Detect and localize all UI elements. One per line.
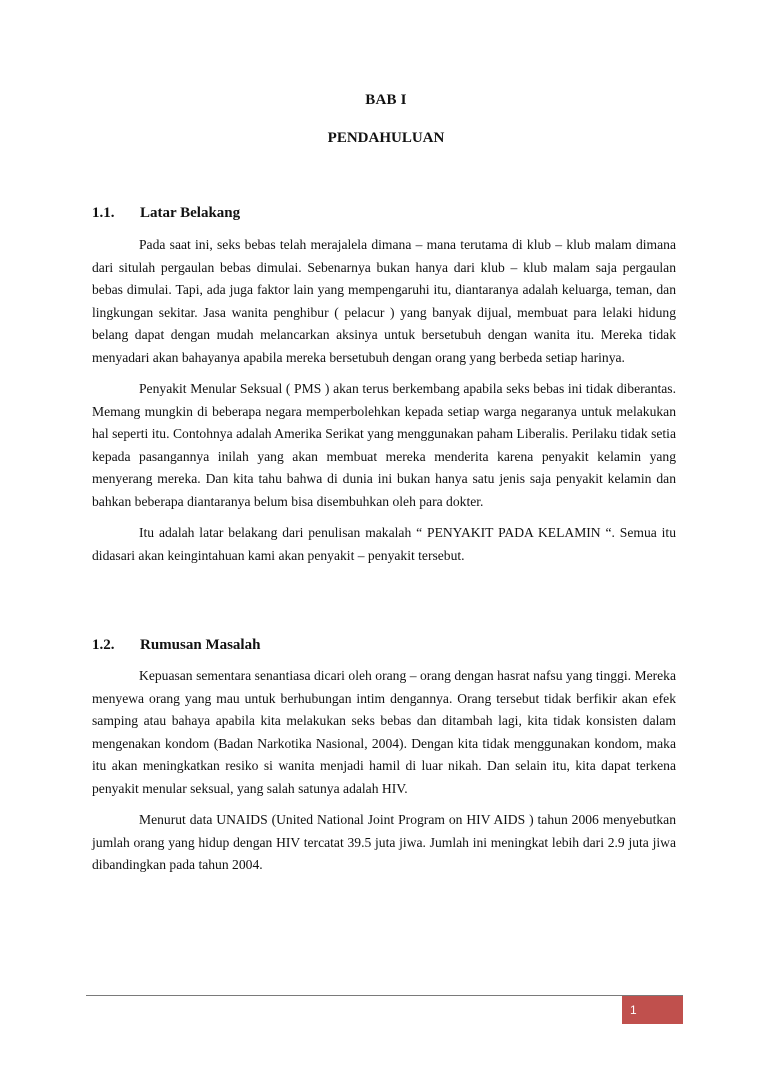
section-title: Rumusan Masalah (140, 637, 261, 653)
paragraph: Kepuasan sementara senantiasa dicari oleh orang – orang dengan hasrat nafsu yang tinggi. Mereka menyewa orang yang mau untuk berhubungan intim dengannya. Orang tersebut tidak berfikir akan efek samping atau bahaya apabila kita melakukan seks bebas dan ditambah lagi, kita tidak konsisten dalam mengenakan kondom (Badan Narkotika Nasional, 2004). Dengan kita tidak menggunakan kondom, maka itu akan meningkatkan resiko si wanita menjadi hamil di luar nikah. Dan selain itu, kita dapat terkena penyakit menular seksual, yang salah satunya adalah HIV. (92, 668, 676, 796)
section-number: 1.1. (92, 205, 115, 221)
page-number: 1 (630, 1003, 637, 1017)
paragraph: Menurut data UNAIDS (United National Joint Program on HIV AIDS ) tahun 2006 menyebutkan jumlah orang yang hidup dengan HIV tercatat 39.5 juta jiwa. Jumlah ini meningkat lebih dari 2.9 juta jiwa dibandingkan pada tahun 2004. (92, 812, 676, 872)
paragraph: Itu adalah latar belakang dari penulisan makalah “ PENYAKIT PADA KELAMIN “. Semua itu didasari akan keingintahuan kami akan penyakit – penyakit tersebut. (92, 525, 676, 563)
chapter-label: BAB I (365, 92, 407, 108)
section-heading (92, 202, 676, 224)
section-heading (92, 634, 676, 656)
section-latar-belakang (92, 202, 676, 567)
section-title: Latar Belakang (140, 205, 241, 221)
chapter-title: PENDAHULUAN (327, 130, 445, 146)
page-number-badge (622, 996, 683, 1024)
paragraph: Pada saat ini, seks bebas telah merajalela dimana – mana terutama di klub – klub malam dimana dari situlah pergaulan bebas dimulai. Sebenarnya bukan hanya dari klub – klub malam saja pergaulan bebas dimulai. Tapi, ada juga faktor lain yang mempengaruhi itu, diantaranya adalah keluarga, teman, dan lingkungan sekitar. Jasa wanita penghibur ( pelacur ) yang banyak dijual, membuat para lelaki hidung belang dapat dengan mudah melancarkan aksinya untuk bersetubuh dengan wanita itu. Mereka tidak menyadari akan bahayanya apabila mereka bersetubuh dengan orang yang berbeda setiap harinya. (92, 237, 676, 365)
footer-divider (86, 995, 683, 996)
section-rumusan-masalah (92, 634, 676, 877)
section-number: 1.2. (92, 637, 115, 653)
paragraph: Penyakit Menular Seksual ( PMS ) akan terus berkembang apabila seks bebas ini tidak diberantas. Memang mungkin di beberapa negara memperbolehkan kepada setiap warga negaranya untuk melakukan hal seperti itu. Contohnya adalah Amerika Serikat yang menggunakan paham Liberalis. Perilaku tidak setia kepada pasangannya inilah yang akan membuat mereka menderita karena penyakit kelamin yang menyerang mereka. Dan kita tahu bahwa di dunia ini bukan hanya satu jenis saja penyakit kelamin dan bahkan beberapa diantaranya belum bisa disembuhkan oleh para dokter. (92, 381, 676, 509)
